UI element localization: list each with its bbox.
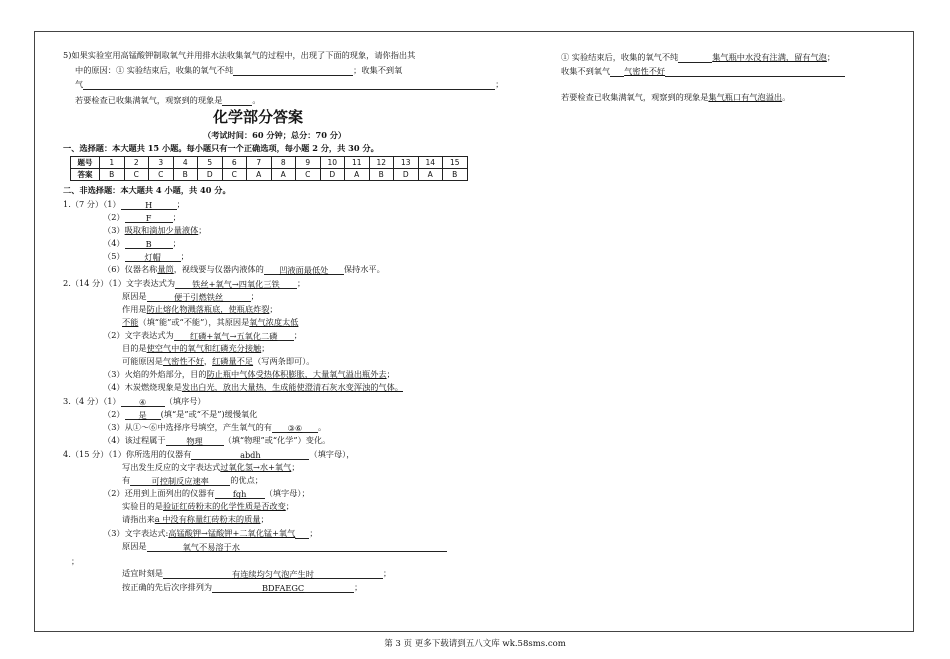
table-cell: C xyxy=(296,169,321,181)
table-cell: 6 xyxy=(222,157,247,169)
q2-line7: 可能原因是气密性不好，红磷量不足（写两条即可）。 xyxy=(122,356,315,366)
table-cell: C xyxy=(222,169,247,181)
q4-line10: 按正确的先后次序排列为 BDFAEGC ； xyxy=(122,582,363,593)
q3-line1: 3.（4 分）（1） ④ （填序号） xyxy=(63,396,206,407)
table-cell: 13 xyxy=(394,157,419,169)
table-cell: 5 xyxy=(198,157,223,169)
q2-line6: 目的是使空气中的氧气和红磷充分接触； xyxy=(122,343,270,353)
q5-line4: 若要检查已收集满氧气，观察到的现象是 。 xyxy=(75,95,261,105)
q1-answer-5: 灯帽 xyxy=(125,252,181,262)
q2-line2: 原因是 便于引燃铁丝 ； xyxy=(122,291,259,302)
right-line1: ① 实验结束后，收集的氧气不纯 集气瓶中水没有注满，留有气泡； xyxy=(561,52,836,62)
table-cell: A xyxy=(418,169,443,181)
q1-line6: （6）仪器名称量筒，视线要与仪器内液体的 凹液面最低处 保持水平。 xyxy=(103,264,385,275)
q1-line2: （2） F ； xyxy=(103,212,181,223)
q4-line8: 原因是 氧气不易溶于水 xyxy=(122,541,447,552)
table-cell: 2 xyxy=(124,157,149,169)
q2-line1: 2.（14 分）（1）文字表达式为 铁丝+氧气→四氧化三铁 ； xyxy=(63,278,306,289)
q5-blank-1[interactable] xyxy=(233,66,353,76)
table-cell: C xyxy=(149,169,174,181)
table-cell: C xyxy=(124,169,149,181)
q2-line3: 作用是防止熔化物溅落瓶底，使瓶底炸裂； xyxy=(122,304,278,314)
q3-line4: （4）该过程属于 物理 （填“物理”或“化学”）变化。 xyxy=(103,435,331,446)
table-cell: 3 xyxy=(149,157,174,169)
q5-line1: 5)如果实验室用高锰酸钾制取氧气并用排水法收集氧气的过程中，出现了下面的现象，请你指出其 xyxy=(63,50,416,60)
q1-line1: 1.（7 分）（1） H ； xyxy=(63,199,185,210)
q5-line3: 气 ； xyxy=(75,79,504,89)
table-cell: B xyxy=(443,169,468,181)
q3-line2: （2） 是 (填“是”或“不是”)缓慢氧化 xyxy=(103,409,258,420)
section-2-heading: 二、非选择题：本大题共 4 小题，共 40 分。 xyxy=(63,185,231,195)
page-footer: 第 3 页 更多下载请到五八文库 wk.58sms.com xyxy=(384,639,566,649)
q4-line6: 请指出来a 中没有称量红砖粉末的质量； xyxy=(122,514,269,524)
table-cell: 1 xyxy=(100,157,125,169)
right-line3: 若要检查已收集满氧气，观察到的现象是集气瓶口有气泡溢出。 xyxy=(561,92,791,102)
q2-line9: （4）木炭燃烧现象是发出白光，放出大量热，生成能使澄清石灰水变浑浊的气体。 xyxy=(103,382,403,392)
q4-line4: （2）还用到上面列出的仪器有 fgh （填字母）； xyxy=(103,488,310,499)
table-cell: D xyxy=(198,169,223,181)
q5-blank-2[interactable] xyxy=(83,80,495,90)
q1-answer-1: H xyxy=(121,200,177,210)
q2-line4: 不能（填“能”或“不能”），其原因是氧气浓度太低 xyxy=(122,317,299,327)
table-cell: 11 xyxy=(345,157,370,169)
table-cell: 14 xyxy=(418,157,443,169)
right-line2: 收集不到氧气 气密性不好 xyxy=(561,66,845,77)
q1-line4: （4） B ； xyxy=(103,238,181,249)
q4-line2: 写出发生反应的文字表达式过氧化氢→水+氧气； xyxy=(122,462,300,472)
table-cell: 4 xyxy=(173,157,198,169)
table-cell: A xyxy=(271,169,296,181)
q4-line5: 实验目的是验证红砖粉末的化学性质是否改变； xyxy=(122,501,294,511)
q4-line7: （3）文字表达式:高锰酸钾→锰酸钾+二氧化锰+氧气 ； xyxy=(103,528,318,538)
table-answer-label: 答案 xyxy=(71,169,100,181)
table-cell: A xyxy=(247,169,272,181)
q4-line1: 4.（15 分）（1）你所选用的仪器有 abdh （填字母）， xyxy=(63,449,355,460)
table-cell: B xyxy=(100,169,125,181)
page-subtitle: （考试时间：60 分钟；总分：70 分） xyxy=(203,130,347,140)
q5-blank-3[interactable] xyxy=(222,96,252,106)
q4-semicolon: ； xyxy=(71,556,80,566)
table-cell: 9 xyxy=(296,157,321,169)
answer-table-answer-row xyxy=(71,169,468,181)
table-cell: 8 xyxy=(271,157,296,169)
q1-answer-3: 吸取和滴加少量液体 xyxy=(124,225,199,235)
q1-answer-4: B xyxy=(125,239,173,249)
q4-line3: 有 可控制反应速率 的优点； xyxy=(122,475,263,486)
q3-line3: （3）从①～⑥中选择序号填空，产生氧气的有 ③⑥ 。 xyxy=(103,422,327,433)
table-cell: B xyxy=(369,169,394,181)
table-cell: 15 xyxy=(443,157,468,169)
table-cell: D xyxy=(320,169,345,181)
answer-table xyxy=(70,156,468,181)
q1-answer-2: F xyxy=(125,213,173,223)
q2-line5: （2）文字表达式为 红磷+氧气→五氧化二磷 ； xyxy=(103,330,302,341)
q1-line3: （3）吸取和滴加少量液体； xyxy=(103,225,207,235)
table-cell: D xyxy=(394,169,419,181)
table-cell: 7 xyxy=(247,157,272,169)
page-title: 化学部分答案 xyxy=(213,108,304,126)
q5-line2: 中的原因：① 实验结束后，收集的氧气不纯 ；收集不到氧 xyxy=(75,65,403,75)
answer-table-number-row xyxy=(71,157,468,169)
table-header-label: 题号 xyxy=(71,157,100,169)
table-cell: 10 xyxy=(320,157,345,169)
section-1-heading: 一、选择题：本大题共 15 小题。每小题只有一个正确选项，每小题 2 分，共 30 分。 xyxy=(63,143,379,153)
table-cell: B xyxy=(173,169,198,181)
q1-line5: （5） 灯帽 ； xyxy=(103,251,189,262)
q2-line8: （3）火焰的外焰部分，目的防止瓶中气体受热体积膨胀，大量氧气溢出瓶外去； xyxy=(103,369,395,379)
q4-line9: 适宜时刻是 有连续均匀气泡产生时 ； xyxy=(122,568,392,579)
table-cell: A xyxy=(345,169,370,181)
table-cell: 12 xyxy=(369,157,394,169)
